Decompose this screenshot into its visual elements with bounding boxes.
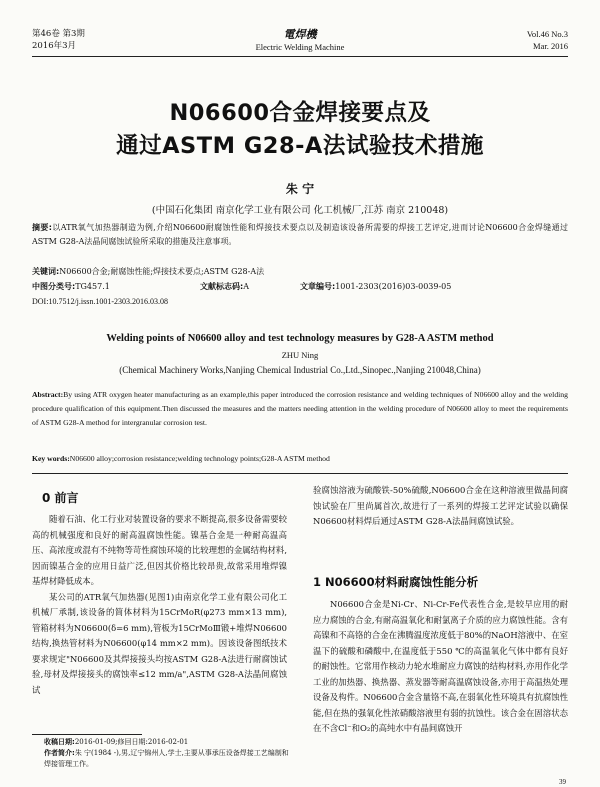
abstract-cn — [32, 221, 568, 248]
title-line-1: N06600合金焊接要点及 — [169, 100, 431, 126]
abstract-en — [32, 388, 568, 430]
doi: DOI:10.7512/j.issn.1001-2303.2016.03.08 — [32, 297, 168, 306]
keywords-en — [32, 452, 568, 466]
section-1-paragraph-1: N06600合金是Ni-Cr、Ni-Cr-Fe代表性合金,是较早应用的耐应力腐蚀的合金,有耐高温氧化和耐氯离子介质的应力腐蚀性能。含有高镍和不高铬的合金在沸腾温度浓度低于80%的NaOH溶液中、在室温下的硫酸和磷酸中,在温度低于550 ℃的高温氧化气体中都有良好的耐蚀性。它常用作核动力轮水堆耐应力腐蚀的结构材料,亦用作化学工业的加热器、换热器、蒸发器等耐高温腐蚀设备,亦用于高温热处理设备及构件。N06600合金含量铬不高,在弱氧化性环境具有抗腐蚀性能,但在热的强氧化性浓硝酸溶液里有弱的抗蚀性。该合金在固溶状态在不含Cl⁻和O₂的高纯水中有晶间腐蚀开 — [313, 599, 568, 733]
author-en: ZHU Ning — [281, 350, 319, 360]
header-rule — [32, 56, 568, 57]
keywords-en-label: Key words: — [32, 454, 70, 463]
clc-code: 中图分类号:TG457.1 — [32, 282, 110, 291]
section-0-continuation: 验腐蚀溶液为硫酸铁-50%硫酸,N06600合金在这种溶液里做晶间腐蚀试验在厂里尚属首次,故进行了一系列的焊接工艺评定试验以确保N06600材料焊后通过ASTM G28-A法晶间腐蚀试验。 — [313, 485, 568, 526]
keywords-en-text: N06600 alloy;corrosion resistance;welding technology points;G28-A ASTM method — [69, 454, 330, 463]
keywords-text: N06600合金;耐腐蚀性能;焊接技术要点;ASTM G28-A法 — [59, 267, 265, 276]
author: 朱 宁 — [285, 182, 315, 196]
header-volume-en: Vol.46 No.3 — [526, 29, 568, 39]
section-1-heading: 1 N06600材料耐腐蚀性能分析 — [313, 575, 479, 589]
section-0-heading: 0 前言 — [42, 491, 79, 505]
abstract-label: 摘要: — [32, 223, 52, 232]
section-rule — [32, 473, 568, 474]
keywords-cn — [32, 265, 568, 279]
title-en: Welding points of N06600 alloy and test technology measures by G28-A ASTM method — [106, 333, 494, 344]
abstract-en-label: Abstract: — [32, 390, 64, 399]
affiliation-en: (Chemical Machinery Works,Nanjing Chemical Industrial Co.,Ltd.,Sinopec.,Nanjing 210048,China) — [119, 365, 481, 375]
section-0-paragraph-1: 随着石油、化工行业对装置设备的要求不断提高,很多设备需要较高的机械强度和良好的耐高温腐蚀性能。镍基合金是一种耐高温高压、高浓度或混有不纯物等苛性腐蚀环境的比较理想的金属结构材料,因而镍基合金的应用日益广泛,但因其价格比较昂贵,故常采用堆焊镍基焊材降低成本。 — [32, 514, 287, 586]
right-column-intro — [313, 483, 568, 530]
header-date-en: Mar. 2016 — [533, 41, 568, 51]
footnote-author-bio: 作者简介:朱 宁(1984 -),男,辽宁锦州人,学士,主要从事承压设备焊接工艺编制和焊接管理工作。 — [44, 749, 289, 768]
doc-code: 文献标志码:A — [200, 282, 249, 291]
header-volume: 第46卷 第3期 — [32, 29, 85, 39]
right-column-section-1 — [313, 597, 568, 737]
footnote-rule — [32, 734, 142, 735]
footnote-received: 收稿日期:2016-01-09;修回日期:2016-02-01 — [44, 738, 189, 746]
article-number: 文章编号:1001-2303(2016)03-0039-05 — [300, 282, 452, 291]
journal-name-en: Electric Welding Machine — [255, 42, 345, 52]
footnote — [44, 737, 289, 770]
left-column — [32, 512, 287, 698]
affiliation: (中国石化集团 南京化学工业有限公司 化工机械厂,江苏 南京 210048) — [151, 205, 449, 216]
abstract-text: 以ATR氧气加热器制造为例,介绍N06600耐腐蚀性能和焊接技术要点以及制造该设备所需要的焊接工艺评定,进而讨论N06600合金焊缝通过ASTM G28-A法晶间腐蚀试验所采取的措施及注意事项。 — [32, 223, 568, 246]
section-0-paragraph-2: 某公司的ATR氧气加热器(见图1)由南京化学工业有限公司化工机械厂承制,该设备的简体材料为15CrMoR(φ273 mm×13 mm),管箱材料为N06600(δ=6 mm),管板为15CrMoⅢ锻+堆焊N06600结构,换热管材料为N06600(φ14 mm×2 mm)。因该设备图纸技术要求规定"N06600及其焊接接头均按ASTM G28-A法进行耐腐蚀试验,母材及焊接接头的腐蚀率≤12 mm/a",ASTM G28-A法晶间腐蚀试 — [32, 591, 287, 695]
abstract-en-text: By using ATR oxygen heater manufacturing as an example,this paper introduced the corrosion resistance and welding techniques of N06600 alloy and the welding procedure qualification of this equipment.Then discussed the measures and the matters needing attention in the welding procedure of N06600 alloy to meet the requirements of ASTM G28-A method for intergranular corrosion test. — [32, 390, 568, 427]
header-date: 2016年3月 — [32, 41, 77, 51]
page-number: 39 — [559, 778, 566, 786]
journal-logo: 電焊機 — [283, 28, 317, 41]
keywords-label: 关键词: — [32, 267, 60, 276]
title-line-2: 通过ASTM G28-A法试验技术措施 — [116, 133, 484, 159]
